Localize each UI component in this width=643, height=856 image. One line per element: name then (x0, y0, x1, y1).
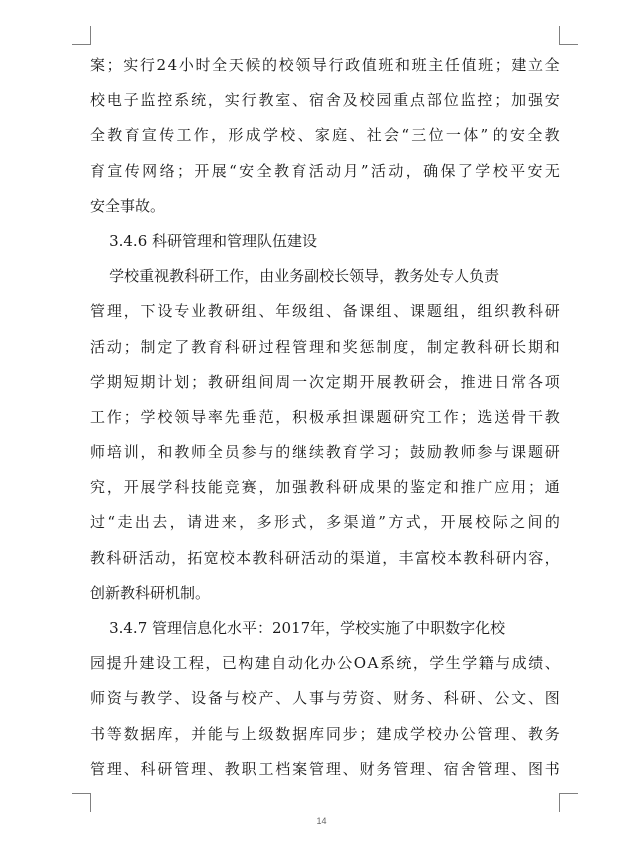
text-line: 书 等 数 据 库 ， 并 能 与 上 级 数 据 库 同 步 ； 建 成 学 校 办 公 管 理 、 教 务 (90, 724, 560, 743)
body-text (90, 48, 560, 787)
text-line: 校 电 子 监 控 系 统 ， 实 行 教 室 、 宿 舍 及 校 园 重 点 部 位 监 控 ； 加 强 安 (90, 91, 560, 110)
text-line: 全 教 育 宣 传 工 作 ， 形 成 学 校 、 家 庭 、 社 会 “ 三 位 一 体 ” 的 安 全 教 (90, 126, 560, 145)
text-line: 案 ； 实 行 2 4 小 时 全 天 候 的 校 领 导 行 政 值 班 和 班 主 任 值 班 ； 建 立 全 (90, 56, 560, 74)
text-line: 创新教科研机制。 (90, 583, 211, 602)
text-line: 安全事故。 (90, 196, 166, 215)
text-line: 师 培 训 ， 和 教 师 全 员 参 与 的 继 续 教 育 学 习 ； 鼓 励 教 师 参 与 课 题 研 (90, 443, 560, 462)
crop-mark-bottom-right (559, 793, 578, 812)
page-number: 14 (316, 816, 327, 826)
text-line: 园 提 升 建 设 工 程 ， 已 构 建 自 动 化 办 公 O A 系 统 ， 学 生 学 籍 与 成 绩 、 (90, 654, 560, 673)
text-line: 3.4.7 管理信息化水平：2017年，学校实施了中职数字化校 (90, 619, 506, 637)
text-line: 活 动 ； 制 定 了 教 育 科 研 过 程 管 理 和 奖 惩 制 度 ， 制 定 教 科 研 长 期 和 (90, 337, 560, 356)
crop-mark-top-left (72, 26, 91, 45)
text-line: 学 期 短 期 计 划 ； 教 研 组 间 周 一 次 定 期 开 展 教 研 会 ， 推 进 日 常 各 项 (90, 372, 560, 391)
text-line: 3.4.6 科研管理和管理队伍建设 (90, 231, 318, 250)
text-line: 学校重视教科研工作，由业务副校长领导，教务处专人负责 (90, 267, 500, 286)
text-line: 过 “ 走 出 去 ， 请 进 来 ， 多 形 式 ， 多 渠 道 ” 方 式 ， 开 展 校 际 之 间 的 (90, 513, 560, 532)
crop-mark-bottom-left (72, 793, 91, 812)
text-line: 育 宣 传 网 络 ； 开 展 “ 安 全 教 育 活 动 月 ” 活 动 ， 确 保 了 学 校 平 安 无 (90, 161, 560, 180)
text-line: 管 理 、 科 研 管 理 、 教 职 工 档 案 管 理 、 财 务 管 理 、 宿 舍 管 理 、 图 书 (90, 759, 560, 778)
crop-mark-top-right (559, 26, 578, 45)
text-line: 教 科 研 活 动 ， 拓 宽 校 本 教 科 研 活 动 的 渠 道 ， 丰 富 校 本 教 科 研 内 容 ， (90, 548, 560, 567)
text-line: 究 ， 开 展 学 科 技 能 竞 赛 ， 加 强 教 科 研 成 果 的 鉴 定 和 推 广 应 用 ； 通 (90, 478, 560, 497)
text-line: 管 理 ， 下 设 专 业 教 研 组 、 年 级 组 、 备 课 组 、 课 题 组 ， 组 织 教 科 研 (90, 302, 560, 321)
text-line: 工 作 ； 学 校 领 导 率 先 垂 范 ， 积 极 承 担 课 题 研 究 工 作 ； 选 送 骨 干 教 (90, 407, 560, 426)
text-line: 师 资 与 教 学 、 设 备 与 校 产 、 人 事 与 劳 资 、 财 务 、 科 研 、 公 文 、 图 (90, 689, 560, 708)
